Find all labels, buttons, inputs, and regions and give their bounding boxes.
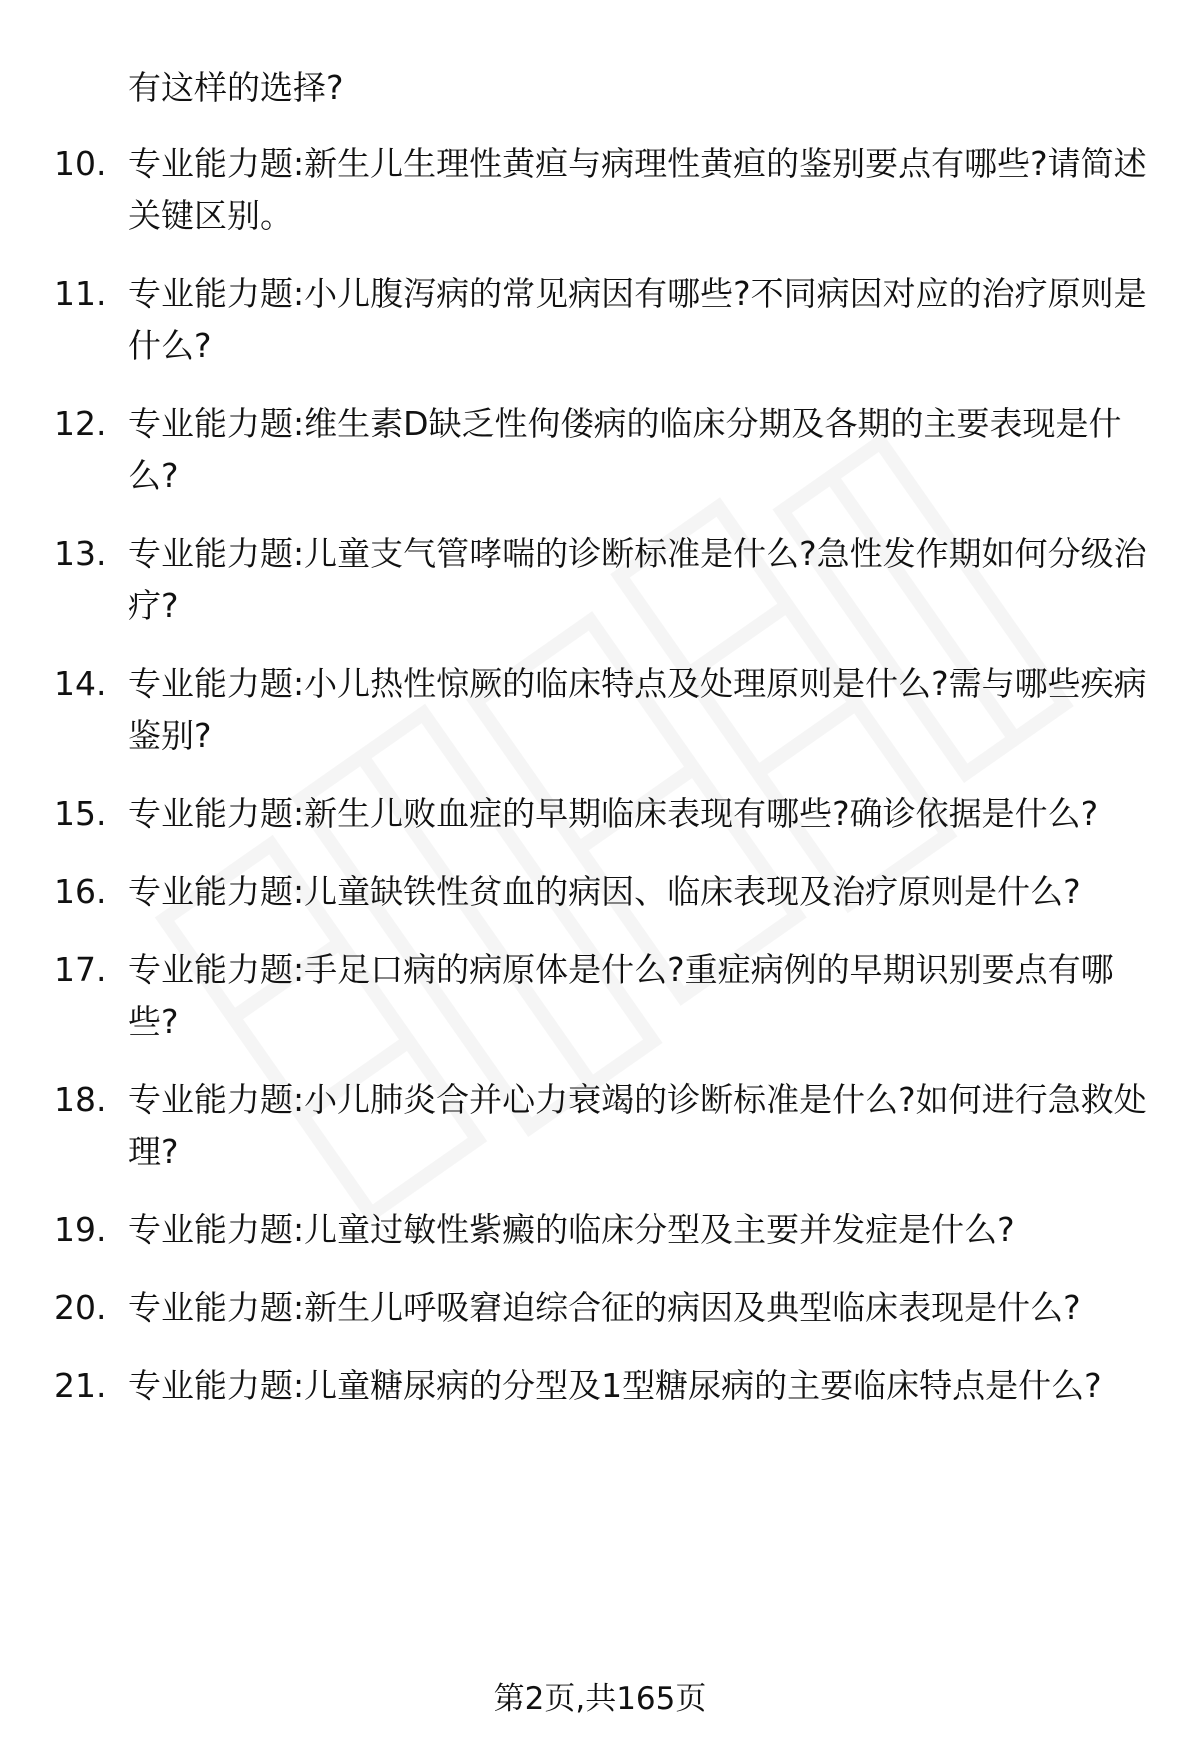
question-item [0,1282,1200,1334]
question-text: 专业能力题:新生儿生理性黄疸与病理性黄疸的鉴别要点有哪些?请简述关键区别。 [128,144,1147,235]
question-number: 10. [54,144,107,183]
question-number: 15. [54,794,107,833]
question-item [0,1074,1200,1178]
question-number: 12. [54,404,107,443]
question-text: 专业能力题:儿童缺铁性贫血的病因、临床表现及治疗原则是什么? [128,872,1081,911]
question-item [0,658,1200,762]
page-footer: 第2页,共165页 [493,1681,707,1717]
question-number: 14. [54,664,107,703]
question-text: 专业能力题:新生儿呼吸窘迫综合征的病因及典型临床表现是什么? [128,1288,1081,1327]
question-text: 专业能力题:儿童糖尿病的分型及1型糖尿病的主要临床特点是什么? [128,1366,1102,1405]
question-item [0,528,1200,632]
question-item [0,268,1200,372]
question-text: 专业能力题:小儿腹泻病的常见病因有哪些?不同病因对应的治疗原则是什么? [128,274,1147,365]
question-number: 19. [54,1210,107,1249]
question-list [0,138,1200,1412]
question-text: 专业能力题:儿童支气管哮喘的诊断标准是什么?急性发作期如何分级治疗? [128,534,1147,625]
question-number: 20. [54,1288,107,1327]
question-item [0,398,1200,502]
question-item [0,1204,1200,1256]
question-number: 21. [54,1366,107,1405]
question-text: 专业能力题:儿童过敏性紫癜的临床分型及主要并发症是什么? [128,1210,1015,1249]
question-text: 专业能力题:新生儿败血症的早期临床表现有哪些?确诊依据是什么? [128,794,1099,833]
question-number: 18. [54,1080,107,1119]
question-number: 16. [54,872,107,911]
question-item [0,138,1200,242]
question-number: 13. [54,534,107,573]
question-number: 11. [54,274,107,313]
question-text: 专业能力题:小儿肺炎合并心力衰竭的诊断标准是什么?如何进行急救处理? [128,1080,1147,1171]
question-item [0,788,1200,840]
continued-question-text: 有这样的选择? [128,68,344,107]
question-item [0,1360,1200,1412]
question-item [0,866,1200,918]
question-number: 17. [54,950,107,989]
question-text: 专业能力题:维生素D缺乏性佝偻病的临床分期及各期的主要表现是什么? [128,404,1122,495]
question-text: 专业能力题:小儿热性惊厥的临床特点及处理原则是什么?需与哪些疾病鉴别? [128,664,1147,755]
question-item [0,944,1200,1048]
question-text: 专业能力题:手足口病的病原体是什么?重症病例的早期识别要点有哪些? [128,950,1114,1041]
